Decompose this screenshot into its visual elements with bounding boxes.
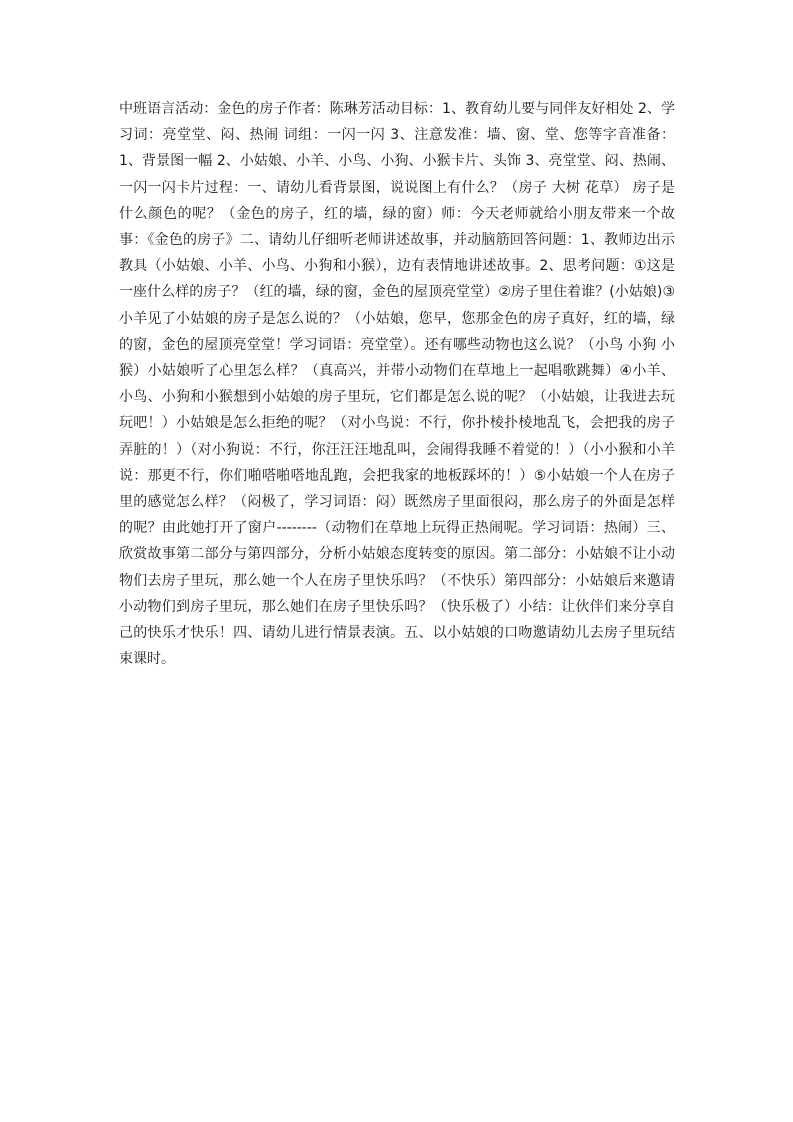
lesson-plan-body-text: 中班语言活动：金色的房子作者：陈琳芳活动目标：1、教育幼儿要与同伴友好相处 2、学习词：亮堂堂、闷、热闹 词组：一闪一闪 3、注意发准：墙、窗、堂、您等字音准备：1、背景图一幅 2、小姑娘、小羊、小鸟、小狗、小猴卡片、头饰 3、亮堂堂、闷、热闹、一闪一闪卡片过程：一、请幼儿看背景图，说说图上有什么？（房子 大树 花草） 房子是什么颜色的呢？（金色的房子，红的墙，绿的窗）师：今天老师就给小朋友带来一个故事：《金色的房子》二、请幼儿仔细听老师讲述故事，并动脑筋回答问题：1、教师边出示教具（小姑娘、小羊、小鸟、小狗和小猴），边有表情地讲述故事。2、思考问题：①这是一座什么样的房子？（红的墙，绿的窗，金色的屋顶亮堂堂）②房子里住着谁？(小姑娘)③小羊见了小姑娘的房子是怎么说的？（小姑娘，您早，您那金色的房子真好，红的墙，绿的窗，金色的屋顶亮堂堂！学习词语：亮堂堂）。还有哪些动物也这么说？（小鸟 小狗 小猴）小姑娘听了心里怎么样？（真高兴，并带小动物们在草地上一起唱歌跳舞）④小羊、小鸟、小狗和小猴想到小姑娘的房子里玩，它们都是怎么说的呢？（小姑娘，让我进去玩玩吧！）小姑娘是怎么拒绝的呢？（对小鸟说：不行，你扑棱扑棱地乱飞，会把我的房子弄脏的！）（对小狗说：不行，你汪汪汪地乱叫，会闹得我睡不着觉的！）（小小猴和小羊说：那更不行，你们啪嗒啪嗒地乱跑，会把我家的地板踩坏的！）⑤小姑娘一个人在房子里的感觉怎么样？（闷极了，学习词语：闷）既然房子里面很闷，那么房子的外面是怎样的呢？由此她打开了窗户--------（动物们在草地上玩得正热闹呢。学习词语：热闹）三、欣赏故事第二部分与第四部分，分析小姑娘态度转变的原因。第二部分：小姑娘不让小动物们去房子里玩，那么她一个人在房子里快乐吗？（不快乐）第四部分：小姑娘后来邀请小动物们到房子里玩，那么她们在房子里快乐吗？（快乐极了）小结：让伙伴们来分享自己的快乐才快乐！四、请幼儿进行情景表演。五、以小姑娘的口吻邀请幼儿去房子里玩结束课时。 [119, 101, 675, 668]
